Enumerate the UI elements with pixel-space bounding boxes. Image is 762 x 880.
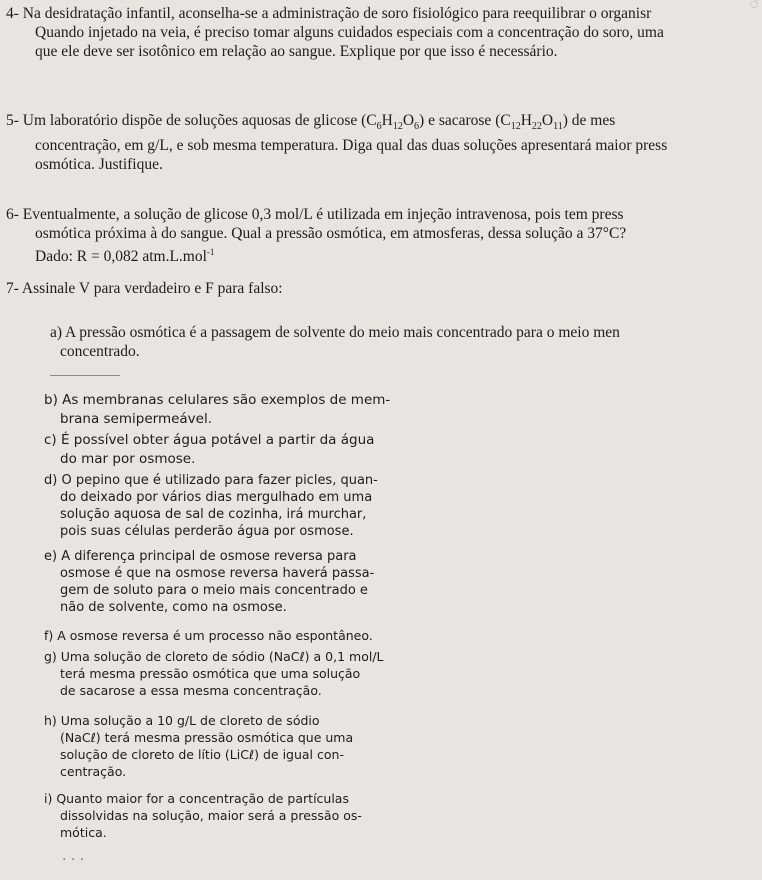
item-a — [50, 323, 762, 361]
question-6-line-1: 6- Eventualmente, a solução de glicose 0,3 mol/L é utilizada em injeção intravenosa, pois tem press — [6, 206, 624, 223]
item-h — [44, 712, 762, 780]
item-b-line-2: brana semipermeável. — [60, 411, 213, 427]
item-f — [44, 627, 762, 644]
item-a-line-2: concentrado. — [60, 343, 140, 360]
q5-text: 5- Um laboratório dispõe de soluções aquosas de glicose (C — [6, 112, 377, 129]
item-d-line-1: d) O pepino que é utilizado para fazer picles, quan- — [44, 473, 378, 488]
q5-text: O — [541, 112, 554, 129]
question-5-line-3: osmótica. Justifique. — [35, 156, 163, 174]
question-5 — [6, 111, 762, 174]
item-g — [44, 648, 762, 699]
item-i — [44, 790, 762, 841]
item-b-line-1: b) As membranas celulares são exemplos de mem- — [44, 392, 391, 408]
question-4-line-1: 4- Na desidratação infantil, aconselha-se a administração de soro fisiológico para reequilibrar o organisr — [6, 5, 652, 22]
question-4 — [6, 4, 762, 61]
item-e-line-3: gem de soluto para o meio mais concentrado e — [60, 583, 368, 598]
q5-sub: 11 — [553, 121, 563, 133]
item-c — [44, 431, 762, 469]
q5-sub: 22 — [531, 121, 542, 133]
q5-sub: 12 — [510, 121, 521, 133]
item-h-line-3: solução de cloreto de lítio (LiCℓ) de igual con- — [60, 747, 344, 762]
q5-sub: 12 — [392, 121, 403, 133]
question-7-title-text: 7- Assinale V para verdadeiro e F para falso: — [6, 280, 283, 297]
item-f-line-1: f) A osmose reversa é um processo não espontâneo. — [44, 628, 373, 643]
q5-text: H — [520, 112, 532, 129]
footer-dots: . . . — [62, 848, 85, 864]
q5-text: O — [402, 112, 415, 129]
q5-text: H — [381, 112, 393, 129]
item-e — [44, 548, 762, 616]
q6-exponent: -1 — [206, 247, 215, 257]
item-g-line-1: g) Uma solução de cloreto de sódio (NaCℓ) a 0,1 mol/L — [44, 649, 384, 664]
question-7-title — [6, 279, 762, 298]
item-h-line-4: centração. — [60, 764, 127, 779]
item-h-line-2: (NaCℓ) terá mesma pressão osmótica que uma — [60, 730, 354, 745]
q5-text: ) e sacarose (C — [419, 112, 511, 129]
item-a-line-1: a) A pressão osmótica é a passagem de solvente do meio mais concentrado para o meio men — [50, 324, 620, 341]
question-5-line-1 — [6, 111, 762, 136]
item-e-line-4: não de solvente, como na osmose. — [60, 600, 287, 615]
item-i-line-3: mótica. — [60, 825, 107, 840]
item-d-line-2: do deixado por vários dias mergulhado em uma — [60, 490, 373, 505]
item-i-line-1: i) Quanto maior for a concentração de partículas — [44, 791, 349, 806]
question-4-line-3: que ele deve ser isotônico em relação ao sangue. Explique por que isso é necessário. — [35, 43, 558, 60]
item-g-line-2: terá mesma pressão osmótica que uma solução — [60, 666, 361, 681]
question-5-line-2: concentração, em g/L, e sob mesma temperatura. Diga qual das duas soluções apresentará maior press — [35, 137, 668, 155]
item-h-line-1: h) Uma solução a 10 g/L de cloreto de sódio — [44, 713, 320, 728]
item-c-line-1: c) É possível obter água potável a partir da água — [44, 432, 375, 448]
item-b — [44, 391, 762, 429]
item-d-line-4: pois suas células perderão água por osmose. — [60, 524, 354, 539]
q5-sub: 6 — [414, 121, 420, 133]
item-e-line-1: e) A diferença principal de osmose reversa para — [44, 549, 357, 564]
q6-given: Dado: R = 0,082 atm.L.mol — [35, 248, 207, 266]
question-6-line-3 — [6, 243, 762, 266]
question-4-line-2: Quando injetado na veia, é preciso tomar alguns cuidados especiais com a concentração do soro, uma — [35, 24, 664, 41]
item-c-line-2: do mar por osmose. — [60, 451, 196, 467]
corner-mark: ੰ — [750, 0, 758, 11]
question-6 — [6, 205, 762, 266]
item-d — [44, 472, 762, 540]
q5-text: ) de mes — [562, 112, 616, 129]
question-6-line-2: osmótica próxima à do sangue. Qual a pressão osmótica, em atmosferas, dessa solução a 37°C? — [35, 225, 627, 242]
item-e-line-2: osmose é que na osmose reversa haverá passa- — [60, 566, 375, 581]
item-g-line-3: de sacarose a essa mesma concentração. — [60, 683, 322, 698]
item-i-line-2: dissolvidas na solução, maior será a pressão os- — [60, 808, 362, 823]
divider — [50, 375, 120, 376]
item-d-line-3: solução aquosa de sal de cozinha, irá murchar, — [60, 507, 367, 522]
q5-sub: 6 — [376, 121, 382, 133]
